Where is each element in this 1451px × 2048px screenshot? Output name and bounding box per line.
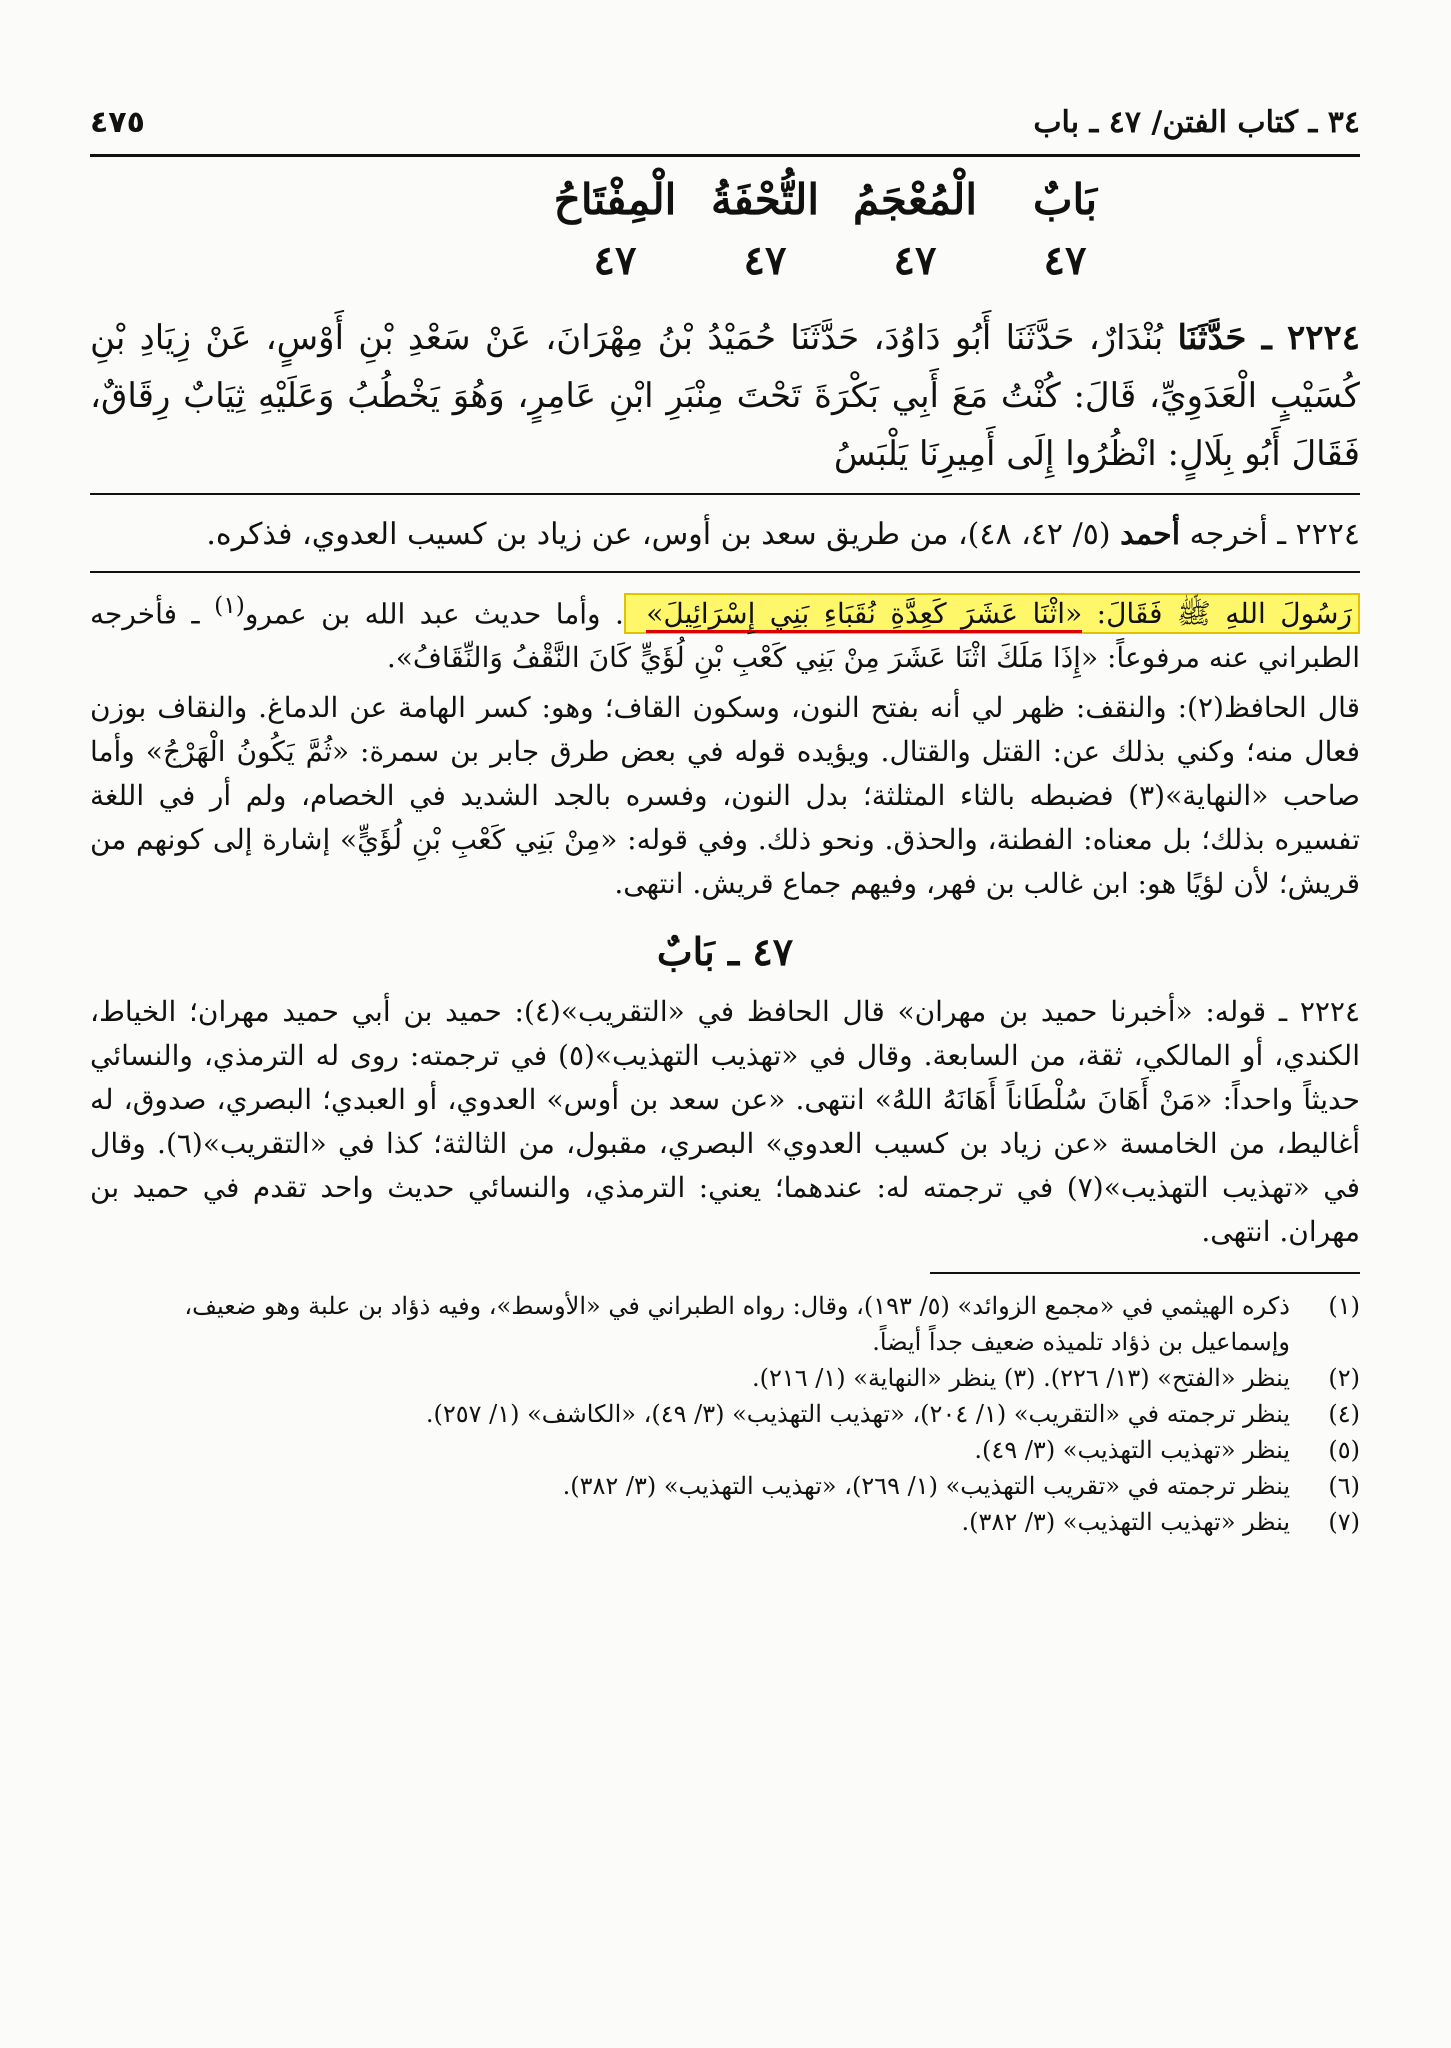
hadith-text <box>90 309 1360 483</box>
cross-ref-number: ٤٧ <box>893 237 937 284</box>
commentary-continuation: ـ فأخرجه الطبراني عنه مرفوعاً: «إِذَا مَلَكَ اثْنَا عَشَرَ مِنْ بَنِي كَعْبِ بْنِ لُؤَيٍّ كَانَ النَّقْفُ وَالنِّقَافُ». <box>90 597 1360 675</box>
cross-ref-number: ٤٧ <box>593 237 637 284</box>
footnote-text: ينظر «تهذيب التهذيب» (٣/ ٤٩). <box>974 1436 1290 1465</box>
commentary-block-1 <box>90 583 1360 906</box>
footnote-item <box>90 1504 1360 1540</box>
footnote-item <box>90 1432 1360 1468</box>
cross-ref-label: الْمُعْجَمُ <box>852 175 978 224</box>
commentary-paragraph: قال الحافظ(٢): والنقف: ظهر لي أنه بفتح النون، وسكون القاف؛ وهو: كسر الهامة عن الدماغ. والنقاف بوزن فعال منه؛ وكني بذلك عن: القتل والقتال. ويؤيده قوله في بعض طرق جابر بن سمرة: «ثُمَّ يَكُونُ الْهَرْجُ» وأما صاحب «النهاية»(٣) فضبطه بالثاء المثلثة؛ بدل النون، وفسره بالجد الشديد في الخصام، ولم أر في اللغة تفسيره بذلك؛ بل معناه: الفطنة، والحذق. ونحو ذلك. وفي قوله: «مِنْ بَنِي كَعْبِ بْنِ لُؤَيٍّ» إشارة إلى كونهم من قريش؛ لأن لؤيًا هو: ابن غالب بن فهر، وفيهم جماع قريش. انتهى. <box>90 691 1361 901</box>
footnote-number: (٥) <box>1328 1436 1360 1465</box>
highlighted-quote <box>624 593 1360 634</box>
takhrij-paragraph <box>90 509 1360 561</box>
footnote-divider <box>930 1272 1360 1274</box>
footnote-item <box>90 1360 1360 1396</box>
cross-reference-table <box>90 169 1360 291</box>
cross-ref-label: التُّحْفَةُ <box>710 175 819 224</box>
section-title: ٤٧ ـ بَابٌ <box>656 929 794 975</box>
footnote-text: ينظر «تهذيب التهذيب» (٣/ ٣٨٢). <box>961 1508 1290 1537</box>
cross-ref-mujam <box>840 169 990 291</box>
footnote-text: ينظر ترجمته في «التقريب» (١/ ٢٠٤)، «تهذيب التهذيب» (٣/ ٤٩)، «الكاشف» (١/ ٢٥٧). <box>425 1400 1290 1429</box>
footnote-number: (٤) <box>1328 1400 1360 1429</box>
footnote-number: (٢) <box>1328 1364 1360 1393</box>
cross-ref-tuhfa <box>690 169 840 291</box>
footnote-mark: (١) <box>214 591 245 619</box>
hadith-body: بُنْدَارٌ، حَدَّثَنَا أَبُو دَاوُدَ، حَدَّثَنَا حُمَيْدُ بْنُ مِهْرَانَ، عَنْ سَعْدِ بْنِ أَوْسٍ، عَنْ زِيَادِ بْنِ كُسَيْبٍ الْعَدَوِيِّ، قَالَ: كُنْتُ مَعَ أَبِي بَكْرَةَ تَحْتَ مِنْبَرِ ابْنِ عَامِرٍ، وَهُوَ يَخْطُبُ وَعَلَيْهِ ثِيَابٌ رِقَاقٌ، فَقَالَ أَبُو بِلَالٍ: انْظُرُوا إِلَى أَمِيرِنَا يَلْبَسُ <box>90 318 1360 474</box>
underlined-quote: «اثْنَا عَشَرَ كَعِدَّةِ نُقَبَاءِ بَنِي إِسْرَائِيلَ» <box>646 597 1082 633</box>
hadith-divider <box>90 493 1360 495</box>
footnote-text: ينظر «الفتح» (١٣/ ٢٢٦). (٣) ينظر «النهاية» (١/ ٢١٦). <box>751 1364 1290 1393</box>
footnote-number: (١) <box>1328 1292 1360 1321</box>
cross-ref-label: الْمِفْتَاحُ <box>553 175 677 224</box>
footnote-text: ذكره الهيثمي في «مجمع الزوائد» (٥/ ١٩٣)، وقال: رواه الطبراني في «الأوسط»، وفيه ذؤاد بن علبة وهو ضعيف، وإسماعيل بن ذؤاد تلميذه ضعيف جداً أيضاً. <box>184 1292 1290 1357</box>
commentary-block-2: ٢٢٢٤ ـ قوله: «أخبرنا حميد بن مهران» قال الحافظ في «التقريب»(٤): حميد بن أبي حميد مهران؛ الخياط، الكندي، أو المالكي، ثقة، من السابعة. وقال في «تهذيب التهذيب»(٥) في ترجمته: روى له الترمذي، والنسائي حديثاً واحداً: «مَنْ أَهَانَ سُلْطَاناً أَهَانَهُ اللهُ» انتهى. «عن سعد بن أوس» العدوي، أو العبدي؛ البصري، صدوق، له أغاليط، من الخامسة «عن زياد بن كسيب العدوي» البصري، مقبول، من الثالثة؛ كذا في «التقريب»(٦). وقال في «تهذيب التهذيب»(٧) في ترجمته له: عندهما؛ يعني: الترمذي، والنسائي حديث واحد تقدم في حميد بن مهران. انتهى. <box>90 995 1360 1249</box>
footnote-item <box>90 1288 1360 1360</box>
footnote-number: (٧) <box>1328 1508 1360 1537</box>
hadith-number-intro: ٢٢٢٤ ـ حَدَّثَنَا <box>1177 318 1360 358</box>
footnotes <box>90 1288 1360 1540</box>
footnote-number: (٦) <box>1328 1472 1360 1501</box>
cross-ref-bab <box>990 169 1140 291</box>
book-page <box>90 70 1360 2020</box>
chapter-title: ٣٤ ـ كتاب الفتن/ ٤٧ ـ باب <box>1033 105 1360 140</box>
cross-ref-miftah <box>540 169 690 291</box>
takhrij-source-name: أحمد <box>1120 517 1181 552</box>
footnote-item <box>90 1468 1360 1504</box>
footnote-text: ينظر ترجمته في «تقريب التهذيب» (١/ ٢٦٩)، «تهذيب التهذيب» (٣/ ٣٨٢). <box>562 1472 1290 1501</box>
running-header <box>90 70 1360 140</box>
takhrij-prefix: ٢٢٢٤ ـ أخرجه <box>1189 517 1360 552</box>
cross-ref-label: بَابٌ <box>1032 175 1098 224</box>
footnote-item <box>90 1396 1360 1432</box>
takhrij-rest: (٥/ ٤٢، ٤٨)، من طريق سعد بن أوس، عن زياد بن كسيب العدوي، فذكره. <box>206 517 1111 552</box>
takhrij-divider <box>90 571 1360 573</box>
after-highlight-text: . وأما حديث عبد الله بن عمرو <box>244 597 624 631</box>
cross-ref-number: ٤٧ <box>743 237 787 284</box>
page-number: ٤٧٥ <box>90 105 145 140</box>
cross-ref-number: ٤٧ <box>1043 237 1087 284</box>
header-divider <box>90 154 1360 157</box>
highlight-lead: رَسُولَ اللهِ ﷺ فَقَالَ: <box>1096 597 1353 631</box>
